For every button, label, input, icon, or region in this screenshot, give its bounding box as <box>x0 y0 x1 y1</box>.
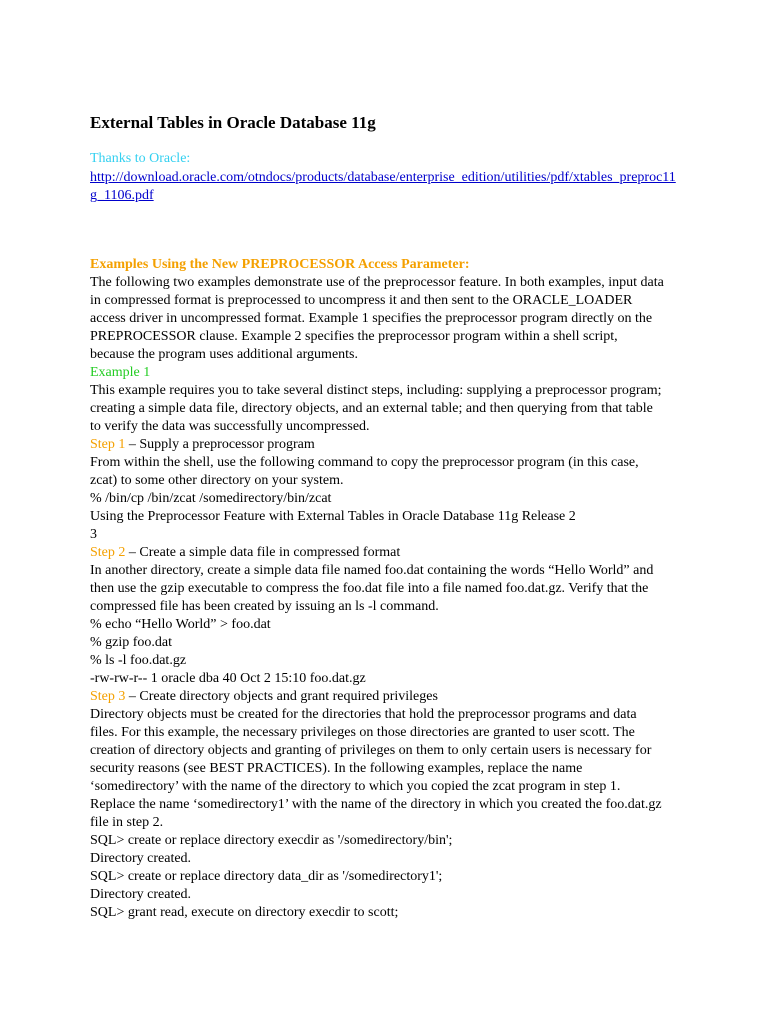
step3-line: SQL> create or replace directory execdir as '/somedirectory/bin'; <box>90 833 453 848</box>
document-title: External Tables in Oracle Database 11g <box>90 113 376 132</box>
step3-paragraph: Directory objects must be created for the directories that hold the preprocessor programs and data files. For this example, the necessary privileges on those directories are granted to user scott. The creation of directory objects and granting of privileges on them to only certain users is necessary for security reasons (see BEST PRACTICES). In the following examples, replace the name ‘somedirectory’ with the name of the directory to which you copied the zcat program in step 1. Replace the name ‘somedirectory1’ with the name of the directory in which you created the foo.dat.gz file in step 2. <box>90 707 662 830</box>
source-link[interactable]: http://download.oracle.com/otndocs/products/database/enterprise_edition/utilities/pdf/xtables_preproc11g_1106.pdf <box>90 170 676 203</box>
step1-paragraph: From within the shell, use the following command to copy the preprocessor program (in this case, zcat) to some other directory on your system. <box>90 455 639 488</box>
step2-line: % ls -l foo.dat.gz <box>90 653 187 668</box>
step2-paragraph: In another directory, create a simple data file named foo.dat containing the words “Hello World” and then use the gzip executable to compress the foo.dat file into a file named foo.dat.gz. Verify that the compressed file has been created by issuing an ls -l command. <box>90 563 654 614</box>
step2-heading <box>90 544 665 562</box>
example1-label: Example 1 <box>90 365 151 380</box>
step2-line: % gzip foo.dat <box>90 635 173 650</box>
step2-line: -rw-rw-r-- 1 oracle dba 40 Oct 2 15:10 foo.dat.gz <box>90 671 366 686</box>
step3-line: SQL> create or replace directory data_dir as '/somedirectory1'; <box>90 869 443 884</box>
step2-line: % echo “Hello World” > foo.dat <box>90 617 271 632</box>
step1-heading <box>90 436 665 454</box>
example1-paragraph: This example requires you to take several distinct steps, including: supplying a preprocessor program; creating a simple data file, directory objects, and an external table; and then querying from that table to verify the data was successfully uncompressed. <box>90 383 662 434</box>
running-header: Using the Preprocessor Feature with External Tables in Oracle Database 11g Release 2 <box>90 509 576 524</box>
section-heading: Examples Using the New PREPROCESSOR Access Parameter: <box>90 257 470 272</box>
step3-heading <box>90 688 665 706</box>
step2-label: Step 2 <box>90 545 126 560</box>
step3-label: Step 3 <box>90 689 126 704</box>
step1-title: – Supply a preprocessor program <box>125 437 315 452</box>
document-body <box>90 256 665 922</box>
page-number: 3 <box>90 527 97 542</box>
thanks-line: Thanks to Oracle: <box>90 151 191 166</box>
intro-paragraph: The following two examples demonstrate use of the preprocessor feature. In both examples, input data in compressed format is preprocessed to uncompress it and then sent to the ORACLE_LOADER access driver in uncompressed format. Example 1 specifies the preprocessor program directly on the PREPROCESSOR clause. Example 2 specifies the preprocessor program within a shell script, because the program uses additional arguments. <box>90 275 664 362</box>
step1-label: Step 1 <box>90 437 126 452</box>
step3-line: Directory created. <box>90 887 192 902</box>
step3-line: SQL> grant read, execute on directory execdir to scott; <box>90 905 399 920</box>
step3-line: Directory created. <box>90 851 192 866</box>
step3-title: – Create directory objects and grant required privileges <box>125 689 438 704</box>
step2-title: – Create a simple data file in compressed format <box>125 545 401 560</box>
step1-command: % /bin/cp /bin/zcat /somedirectory/bin/zcat <box>90 491 332 506</box>
